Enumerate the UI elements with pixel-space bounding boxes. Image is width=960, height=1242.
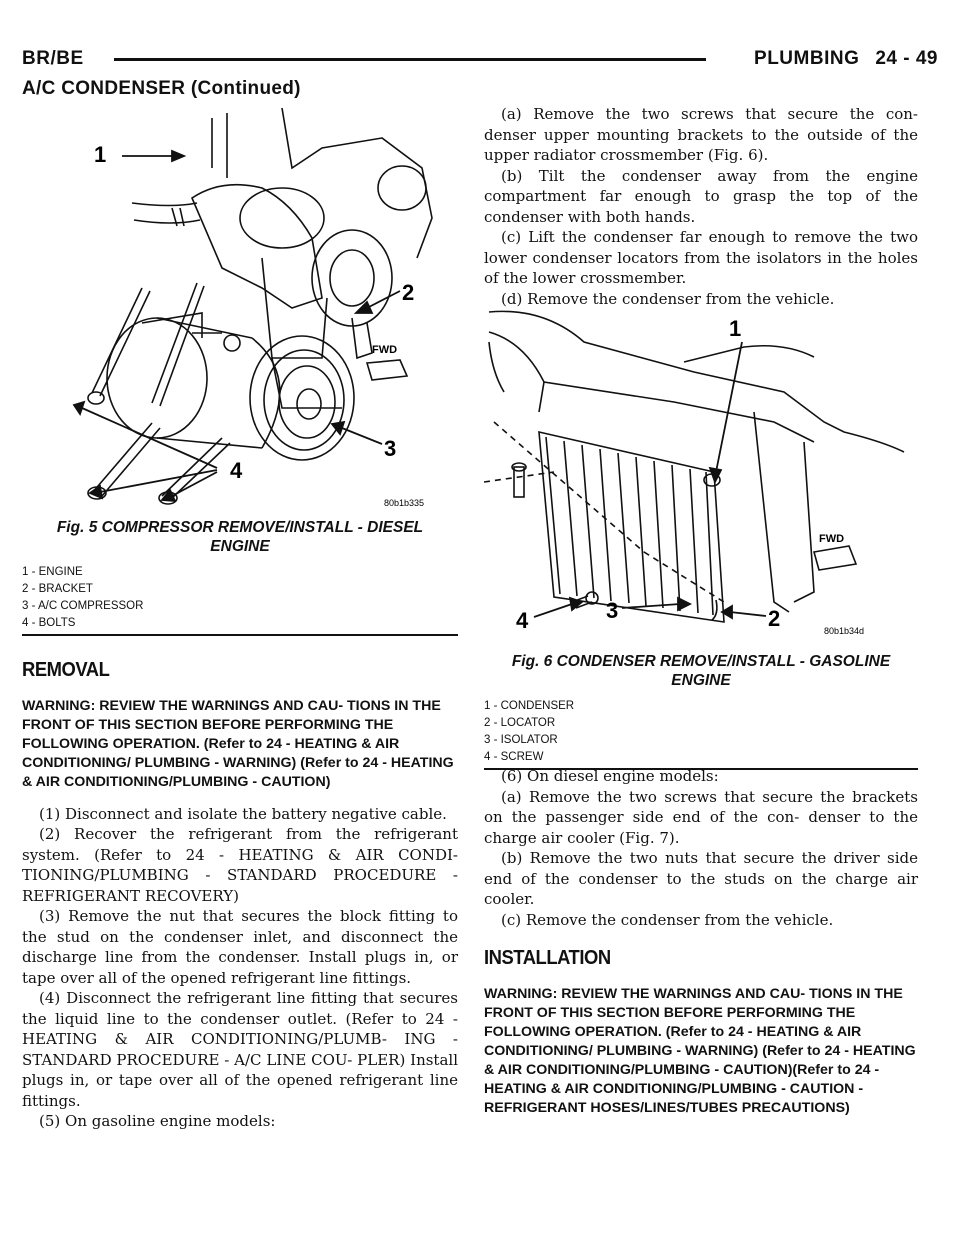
fig6-callout-1: 1 — [729, 316, 742, 341]
installation-heading: INSTALLATION — [484, 947, 611, 969]
left-column — [22, 660, 458, 1132]
fig6-legend — [484, 698, 918, 766]
fig5-legend-item: 1 - ENGINE — [22, 566, 83, 578]
header-model: BR/BE — [22, 48, 84, 69]
fig6-legend-item: 4 - SCREW — [484, 751, 544, 763]
fig6-fwd-label: FWD — [819, 533, 845, 545]
diesel-step: (b) Remove the two nuts that secure the driver side end of the condenser to the studs on the charge air cooler. — [484, 849, 918, 908]
removal-heading: REMOVAL — [22, 659, 110, 681]
fig5-legend-item: 2 - BRACKET — [22, 583, 93, 595]
fig5-caption-line1: Fig. 5 COMPRESSOR REMOVE/INSTALL - DIESEL — [56, 519, 424, 536]
removal-step: (2) Recover the refrigerant from the refrigerant system. (Refer to 24 - HEATING & AIR CONDI- TIONING/PLUMBING - STANDARD PROCEDURE - REFRIGERANT RECOVERY) — [22, 825, 458, 905]
removal-warning: WARNING: REVIEW THE WARNINGS AND CAU- TIONS IN THE FRONT OF THIS SECTION BEFORE PERFORMING THE FOLLOWING OPERATION. (Refer to 24 - HEATING & AIR CONDITIONING/ PLUMBING - WARNING) (Refer to 24 - HEATING & AIR CONDITIONING/PLUMBING - CAUTION) — [22, 697, 454, 790]
removal-step: (3) Remove the nut that secures the block fitting to the stud on the condenser inlet, and disconnect the discharge line from the condenser. Install plugs in, or tape over all of the opened refrigerant line fittings. — [22, 907, 458, 987]
fig5-fwd-label: FWD — [372, 344, 398, 356]
fig5-callout-4: 4 — [230, 458, 243, 483]
continued-heading: A/C CONDENSER (Continued) — [22, 78, 301, 99]
fig6-legend-item: 1 - CONDENSER — [484, 700, 575, 712]
diesel-step: (6) On diesel engine models: — [501, 767, 719, 785]
gas-step: (d) Remove the condenser from the vehicle. — [501, 289, 835, 308]
gas-step: (c) Lift the condenser far enough to remove the two lower condenser locators from the isolators in the holes of the lower crossmember. — [484, 228, 918, 287]
removal-step: (4) Disconnect the refrigerant line fitting that secures the liquid line to the condenser outlet. (Refer to 24 - HEATING & AIR CONDITIONING/PLUMB- ING - STANDARD PROCEDURE - A/C LINE COU- PLER) Install plugs in, or tape over all of the opened refrigerant line fittings. — [22, 989, 458, 1110]
header-rule — [114, 58, 706, 61]
fig6-legend-item: 2 - LOCATOR — [484, 717, 556, 729]
condenser-illustration — [484, 302, 918, 652]
fig6-callout-4: 4 — [516, 608, 529, 633]
removal-step: (5) On gasoline engine models: — [39, 1112, 276, 1130]
header-page-number: 24 - 49 — [875, 48, 938, 69]
diesel-step: (a) Remove the two screws that secure the brackets on the passenger side end of the con- denser to the charge air cooler (Fig. 7). — [484, 787, 918, 847]
gas-step: (b) Tilt the condenser away from the engine compartment far enough to grasp the top of the condenser with both hands. — [484, 166, 918, 226]
fig5-code: 80b1b335 — [384, 498, 425, 508]
fig6-caption-line2: ENGINE — [671, 672, 731, 689]
fig6-caption — [484, 652, 918, 690]
page-header — [22, 44, 938, 72]
fig6-code: 80b1b34d — [824, 626, 865, 636]
fig5-callout-3: 3 — [384, 436, 397, 461]
gas-step: (a) Remove the two screws that secure the con- denser upper mounting brackets to the outside of the upper radiator crossmember (Fig. 6). — [484, 105, 918, 164]
compressor-illustration — [22, 108, 458, 518]
fig5-rule — [22, 634, 458, 636]
fig5-callout-1: 1 — [94, 142, 107, 167]
fig6-callout-3: 3 — [606, 598, 619, 623]
figure-5 — [22, 108, 458, 636]
header-right — [754, 48, 938, 70]
fig6-caption-line1: Fig. 6 CONDENSER REMOVE/INSTALL - GASOLINE — [511, 653, 891, 670]
figure-6 — [484, 302, 918, 770]
right-column-bottom — [484, 766, 918, 1118]
fig5-caption-line2: ENGINE — [210, 538, 270, 555]
removal-step: (1) Disconnect and isolate the battery negative cable. — [39, 804, 447, 823]
fig6-callout-2: 2 — [768, 606, 781, 631]
header-section: PLUMBING — [754, 48, 860, 69]
fig6-legend-item: 3 - ISOLATOR — [484, 734, 558, 746]
fig5-legend-item: 3 - A/C COMPRESSOR — [22, 600, 144, 612]
fig5-caption — [22, 518, 458, 556]
fig5-callout-2: 2 — [402, 280, 415, 305]
installation-warning: WARNING: REVIEW THE WARNINGS AND CAU- TIONS IN THE FRONT OF THIS SECTION BEFORE PERFORMING THE FOLLOWING OPERATION. (Refer to 24 - HEATING & AIR CONDITIONING/ PLUMBING - WARNING) (Refer to 24 - HEATING & AIR CONDITIONING/PLUMBING - CAUTION)(Refer to 24 - HEATING & AIR CONDITIONING/PLUMBING - CAUTION - REFRIGERANT HOSES/LINES/TUBES PRECAUTIONS) — [484, 985, 916, 1116]
fig5-legend — [22, 564, 458, 632]
diesel-step: (c) Remove the condenser from the vehicle. — [501, 910, 834, 929]
right-column-top — [484, 104, 918, 309]
fig5-legend-item: 4 - BOLTS — [22, 617, 76, 629]
